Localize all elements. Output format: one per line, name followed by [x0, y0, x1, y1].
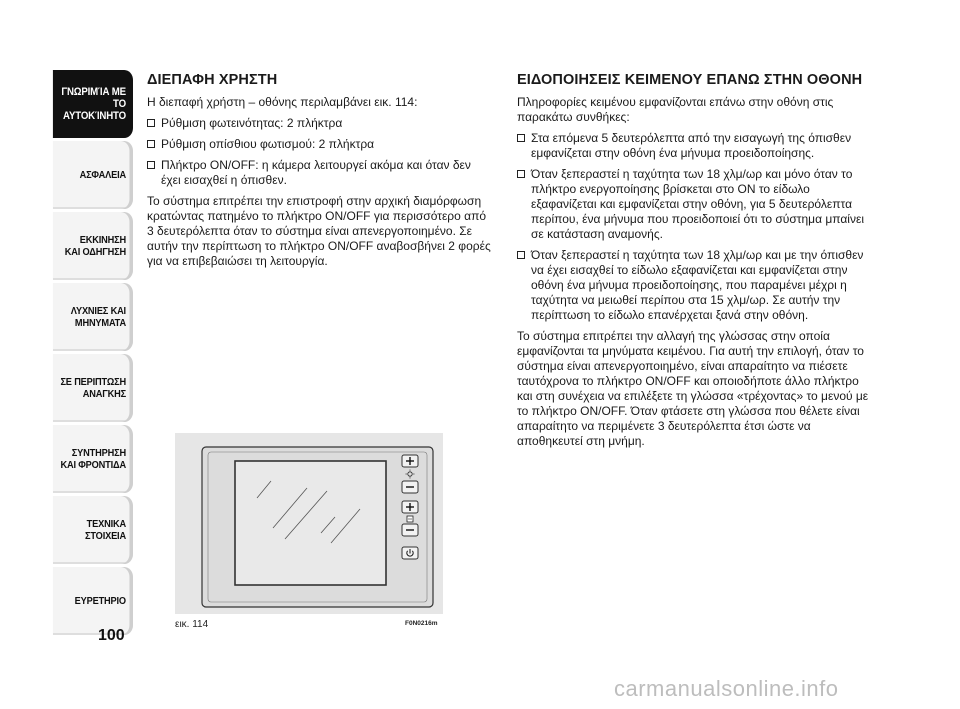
right-column	[517, 72, 877, 455]
page-number: 100	[98, 627, 125, 644]
tab-label: ΑΣΦΑΛΕΙΑ	[79, 169, 126, 181]
checkbox-bullet-icon	[517, 134, 525, 142]
monitor-illustration	[175, 433, 443, 614]
tab-getting-to-know[interactable]	[53, 70, 133, 138]
tab-label: ΕΥΡΕΤΗΡΙΟ	[74, 595, 126, 607]
section-heading: ΔΙΕΠΑΦΗ ΧΡΗΣΤΗ	[147, 72, 278, 88]
intro-text: Η διεπαφή χρήστη – οθόνης περιλαμβάνει εικ. 114:	[147, 95, 418, 109]
tab-emergency[interactable]	[53, 354, 133, 422]
monitor-screen	[235, 461, 386, 585]
body-paragraph: Το σύστημα επιτρέπει την επιστροφή στην αρχική διαμόρφωση κρατώντας πατημένο το πλήκτρο ON/OFF για περισσότερο από 3 δευτερόλεπτα όταν το σύστημα είναι απενεργοποιημένο. Σε αυτήν την περίπτωση το πλήκτρο ON/OFF αναβοσβήνει 2 φορές για να επιβεβαιώσει τη λειτουργία.	[147, 194, 491, 268]
bullet-item	[147, 158, 492, 188]
tab-warning-lights[interactable]	[53, 283, 133, 351]
tab-technical-data[interactable]	[53, 496, 133, 564]
bullet-text: Πλήκτρο ON/OFF: η κάμερα λειτουργεί ακόμα και όταν δεν έχει εισαχθεί η όπισθεν.	[161, 158, 471, 187]
checkbox-bullet-icon	[147, 119, 155, 127]
checkbox-bullet-icon	[517, 251, 525, 259]
tab-label: ΣΕ ΠΕΡΙΠΤΩΣΗ ΑΝΑΓΚΗΣ	[60, 376, 126, 400]
intro-text: Πληροφορίες κειμένου εμφανίζονται επάνω στην οθόνη στις παρακάτω συνθήκες:	[517, 95, 834, 124]
tab-starting-driving[interactable]	[53, 212, 133, 280]
checkbox-bullet-icon	[517, 170, 525, 178]
tab-label: ΕΚΚΙΝΗΣΗ ΚΑΙ ΟΔΗΓΗΣΗ	[64, 234, 126, 258]
bullet-text: Όταν ξεπεραστεί η ταχύτητα των 18 χλμ/ωρ και μόνο όταν το πλήκτρο ενεργοποίησης βρίσκεται στο ON το είδωλο εξαφανίζεται και εμφανίζεται στην οθόνη, για 5 δευτερόλεπτα περίπου, ένα μήνυμα που προειδοποιεί ότι το σύστημα μπαίνει σε κατάσταση αναμονής.	[531, 167, 864, 241]
tab-label: ΓΝΩΡΙΜΊΑ ΜΕ ΤΟ ΑΥΤΟΚΊΝΗΤΟ	[61, 86, 126, 122]
tab-safety[interactable]	[53, 141, 133, 209]
bullet-item	[147, 137, 492, 152]
tab-index[interactable]	[53, 567, 133, 635]
bullet-item	[147, 116, 492, 131]
bullet-text: Ρύθμιση φωτεινότητας: 2 πλήκτρα	[161, 116, 343, 130]
bullet-item	[517, 131, 877, 161]
figure-monitor	[175, 433, 443, 614]
tab-label: ΛΥΧΝΙΕΣ ΚΑΙ ΜΗΝΥΜΑΤΑ	[70, 305, 126, 329]
section-heading: ΕΙΔΟΠΟΙΗΣΕΙΣ ΚΕΙΜΕΝΟΥ ΕΠΑΝΩ ΣΤΗΝ ΟΘΟΝΗ	[517, 72, 863, 88]
left-column	[147, 72, 492, 275]
bullet-text: Ρύθμιση οπίσθιου φωτισμού: 2 πλήκτρα	[161, 137, 375, 151]
bullet-text: Όταν ξεπεραστεί η ταχύτητα των 18 χλμ/ωρ και με την όπισθεν να έχει εισαχθεί το είδωλο εξαφανίζεται και εμφανίζεται στην οθόνη ένα μήνυμα προειδοποίησης, που παραμένει μέχρι η ταχύτητα να μειωθεί περίπου στα 15 χλμ/ωρ. Σε αυτήν την περίπτωση το είδωλο επανέρχεται ξανά στην οθόνη.	[531, 248, 864, 322]
tab-label: ΤΕΧΝΙΚΑ ΣΤΟΙΧΕΙΑ	[85, 518, 126, 542]
tab-label: ΣΥΝΤΗΡΗΣΗ ΚΑΙ ΦΡΟΝΤΙΔΑ	[60, 447, 126, 471]
chapter-tabs	[42, 70, 133, 638]
checkbox-bullet-icon	[147, 161, 155, 169]
body-paragraph: Το σύστημα επιτρέπει την αλλαγή της γλώσσας στην οποία εμφανίζονται τα μηνύματα κειμένου. Για αυτή την επιλογή, όταν το σύστημα είναι απενεργοποιημένο, είναι απαραίτητο να πιέσετε ταυτόχρονα το πλήκτρο ON/OFF και οποιοδήποτε άλλο πλήκτρο και στη συνέχεια να επιλέξετε τη γλώσσα «τρέχοντας» το μενού με το πλήκτρο ON/OFF. Όταν φτάσετε στη γλώσσα που θέλετε είναι απαραίτητο να περιμένετε 3 δευτερόλεπτα έτσι ώστε να αποθηκευτεί στη μνήμη.	[517, 329, 869, 448]
bullet-item	[517, 248, 877, 323]
figure-caption: εικ. 114	[175, 619, 209, 630]
bullet-text: Στα επόμενα 5 δευτερόλεπτα από την εισαγωγή της όπισθεν εμφανίζεται στην οθόνη ένα μήνυμα προειδοποίησης.	[531, 131, 852, 160]
watermark: carmanualsonline.info	[614, 676, 839, 701]
tab-maintenance[interactable]	[53, 425, 133, 493]
checkbox-bullet-icon	[147, 140, 155, 148]
bullet-item	[517, 167, 877, 242]
figure-code: F0N0216m	[405, 620, 438, 627]
